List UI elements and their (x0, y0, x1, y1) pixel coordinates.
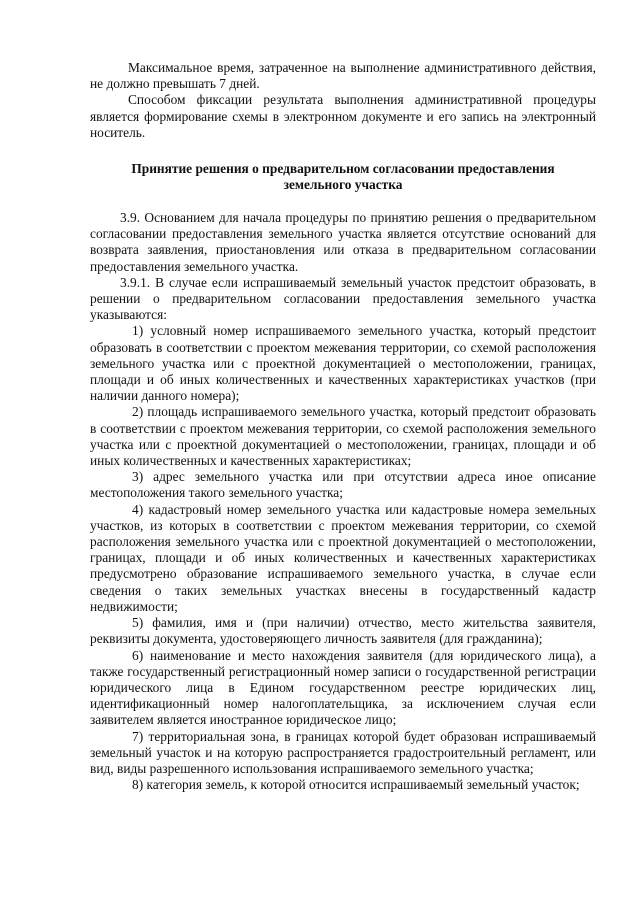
list-item-8: 8) категория земель, к которой относится испрашиваемый земельный участок; (132, 777, 580, 793)
document-page (90, 60, 596, 793)
intro-paragraph-max-time: Максимальное время, затраченное на выполнение административного действия, не должно превышать 7 дней. (90, 60, 596, 92)
list-item-1: 1) условный номер испрашиваемого земельного участка, который предстоит образовать в соответствии с проектом межевания территории, со схемой расположения земельного участка или с проектной документацией о местоположении, границах, площади и об иных количественных и качественных характеристиках участков (при наличии данного номера); (90, 323, 596, 404)
paragraph-3-9: 3.9. Основанием для начала процедуры по принятию решения о предварительном согласовании предоставления земельного участка является отсутствие оснований для возврата заявления, приостановления или отказа в предварительном согласовании предоставления земельного участка. (90, 210, 596, 274)
section-heading-line-2: земельного участка (283, 177, 403, 193)
list-item-6: 6) наименование и место нахождения заявителя (для юридического лица), а также государственный регистрационный номер записи о государственной регистрации юридического лица в Едином государственном реестре юридических лиц, идентификационный номер налогоплательщика, за исключением случая если заявителем является иностранное юридическое лицо; (90, 647, 596, 728)
list-item-7: 7) территориальная зона, в границах которой будет образован испрашиваемый земельный участок и на которую распространяется градостроительный регламент, или вид, виды разрешенного использования испрашиваемого земельного участка; (90, 728, 596, 776)
list-item-2: 2) площадь испрашиваемого земельного участка, который предстоит образовать в соответствии с проектом межевания территории, со схемой расположения земельного участка или с проектной документацией о местоположении, границах, площади и об иных количественных и качественных характеристиках; (90, 404, 596, 469)
list-item-4: 4) кадастровый номер земельного участка или кадастровые номера земельных участков, из которых в соответствии с проектом межевания территории, со схемой расположения земельного участка или с проектной документацией о местоположении, границах, площади и об иных количественных и качественных характеристиках предусмотрено образование испрашиваемого земельного участка, в случае если сведения о таких земельных участках внесены в государственный кадастр недвижимости; (90, 501, 596, 614)
section-heading (90, 161, 596, 193)
section-heading-line-1: Принятие решения о предварительном согласовании предоставления (131, 161, 555, 177)
list-item-5: 5) фамилия, имя и (при наличии) отчество, место жительства заявителя, реквизиты документа, удостоверяющего личность заявителя (для гражданина); (90, 615, 596, 647)
intro-paragraph-fixation: Способом фиксации результата выполнения административной процедуры является формирование схемы в электронном документе и его запись на электронный носитель. (90, 92, 596, 140)
list-item-3: 3) адрес земельного участка или при отсутствии адреса иное описание местоположения такого земельного участка; (90, 469, 596, 501)
paragraph-3-9-1: 3.9.1. В случае если испрашиваемый земельный участок предстоит образовать, в решении о предварительном согласовании предоставления земельного участка указываются: (90, 274, 596, 323)
